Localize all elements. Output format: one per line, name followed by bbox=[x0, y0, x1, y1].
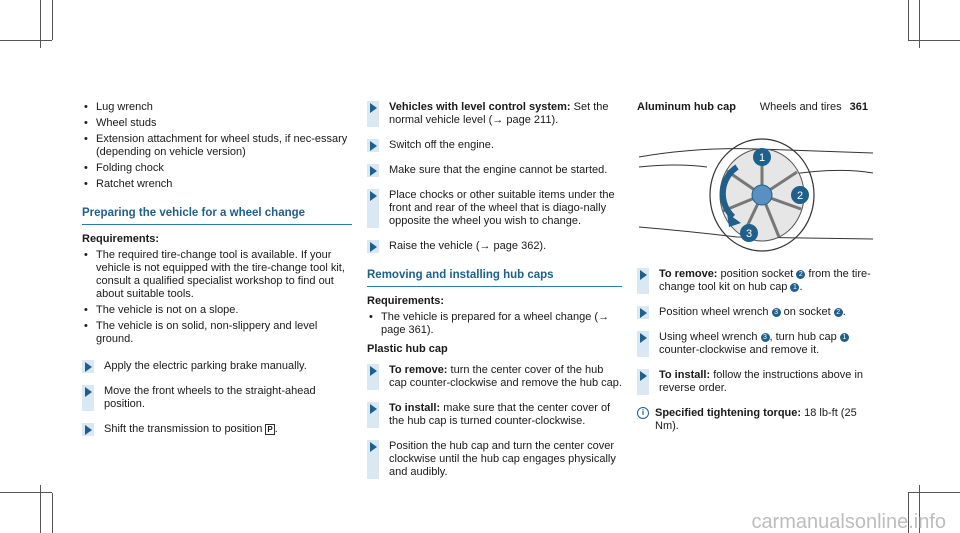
hub-cap-illustration bbox=[637, 127, 877, 257]
list-item: • The vehicle is on solid, non-slippery and level ground. bbox=[82, 320, 352, 346]
list-item: • Ratchet wrench bbox=[82, 178, 352, 191]
step: To remove: position socket 2 from the tire-change tool kit on hub cap 1 . bbox=[637, 268, 877, 294]
page-reference[interactable]: → page 211). bbox=[492, 114, 559, 126]
callout-2: 2 bbox=[796, 190, 804, 202]
section-heading: Removing and installing hub caps bbox=[367, 269, 622, 287]
step-arrow-icon bbox=[82, 385, 94, 411]
step-text: Set the normal vehicle level ( bbox=[389, 101, 609, 126]
step: To install: follow the instructions above in reverse order. bbox=[637, 369, 877, 395]
step-arrow-icon bbox=[637, 306, 649, 319]
crop-mark bbox=[0, 492, 52, 493]
info-icon: i bbox=[637, 407, 649, 419]
note: i Specified tightening torque: 18 lb-ft (25 Nm). bbox=[637, 407, 877, 433]
step-arrow-icon bbox=[82, 423, 94, 436]
crop-mark bbox=[908, 40, 960, 41]
step bbox=[367, 364, 622, 390]
callout-1: 1 bbox=[840, 333, 849, 342]
crop-mark bbox=[52, 493, 53, 533]
step-text: Switch off the engine. bbox=[389, 139, 494, 151]
step bbox=[82, 360, 352, 373]
list-item: • Extension attachment for wheel studs, if nec-essary (depending on vehicle version) bbox=[82, 133, 352, 159]
callout-3: 3 bbox=[761, 333, 770, 342]
step-text: Make sure that the engine cannot be started. bbox=[389, 164, 608, 176]
step-text: Move the front wheels to the straight-ahead position. bbox=[104, 385, 316, 410]
step bbox=[367, 139, 622, 152]
park-position-symbol: P bbox=[267, 425, 273, 434]
step-text: Place chocks or other suitable items under the front and rear of the wheel that is diago-nally opposite the wheel you wish to change. bbox=[389, 189, 615, 227]
step-lead: To remove: bbox=[389, 364, 448, 376]
step bbox=[367, 440, 622, 479]
step-arrow-icon bbox=[367, 402, 379, 428]
step-lead: Vehicles with level control system: bbox=[389, 101, 571, 113]
page-number: 361 bbox=[849, 101, 868, 113]
step: Shift the transmission to position P . bbox=[82, 423, 352, 436]
step bbox=[367, 101, 622, 127]
crop-mark bbox=[908, 492, 960, 493]
step-text: turn the center cover of the hub cap counter-clockwise and remove the hub cap. bbox=[389, 364, 622, 389]
step-arrow-icon bbox=[367, 101, 379, 127]
step-arrow-icon bbox=[367, 364, 379, 390]
column-right bbox=[637, 101, 877, 117]
list-item: • Wheel studs bbox=[82, 117, 352, 130]
step-arrow-icon bbox=[367, 164, 379, 177]
crop-mark bbox=[0, 40, 52, 41]
step bbox=[82, 385, 352, 411]
list-item: • The vehicle is not on a slope. bbox=[82, 304, 352, 317]
step-text: Shift the transmission to position bbox=[104, 423, 263, 435]
step: Using wheel wrench 3 , turn hub cap 1 counter-clockwise and remove it. bbox=[637, 331, 877, 357]
step bbox=[367, 402, 622, 428]
step-arrow-icon bbox=[367, 189, 379, 228]
crop-mark bbox=[908, 0, 909, 40]
callout-2: 2 bbox=[834, 308, 843, 317]
callout-2: 2 bbox=[796, 270, 805, 279]
subsection-heading: Aluminum hub cap bbox=[637, 101, 736, 113]
step-text: make sure that the center cover of the hub cap is turned counter-clockwise. bbox=[389, 402, 611, 427]
step-arrow-icon bbox=[367, 240, 379, 253]
list-item: • The vehicle is prepared for a wheel change (→ page 361). bbox=[367, 311, 622, 337]
step-text: Apply the electric parking brake manually. bbox=[104, 360, 307, 372]
step-arrow-icon bbox=[637, 268, 649, 294]
page-reference[interactable]: → page 362). bbox=[479, 240, 547, 252]
step-arrow-icon bbox=[82, 360, 94, 373]
column-right-steps bbox=[637, 268, 877, 433]
callout-1: 1 bbox=[758, 152, 766, 164]
step-lead: To remove: bbox=[659, 268, 718, 280]
subsection-heading: Plastic hub cap bbox=[367, 343, 448, 355]
section-heading: Preparing the vehicle for a wheel change bbox=[82, 207, 352, 225]
step-lead: To install: bbox=[389, 402, 441, 414]
step-arrow-icon bbox=[637, 369, 649, 395]
list-item: • The required tire-change tool is available. If your vehicle is not equipped with the tire-change tool kit, consult a qualified specialist workshop to find out about suitable tools. bbox=[82, 249, 352, 301]
list-item: • Lug wrench bbox=[82, 101, 352, 114]
crop-mark bbox=[52, 0, 53, 40]
requirements-label: Requirements: bbox=[367, 295, 445, 307]
step-lead: To install: bbox=[659, 369, 711, 381]
step bbox=[367, 189, 622, 228]
note-lead: Specified tightening torque: bbox=[655, 407, 802, 419]
step bbox=[367, 164, 622, 177]
header-title: Wheels and tires bbox=[759, 101, 842, 113]
callout-3: 3 bbox=[772, 308, 781, 317]
step-arrow-icon bbox=[367, 440, 379, 479]
list-item: • Folding chock bbox=[82, 162, 352, 175]
callout-3: 3 bbox=[745, 228, 753, 240]
callout-1: 1 bbox=[790, 283, 799, 292]
column-middle bbox=[367, 101, 622, 491]
step-text: Raise the vehicle ( bbox=[389, 240, 480, 252]
page-reference[interactable]: → page 361). bbox=[381, 311, 610, 336]
step bbox=[367, 240, 622, 253]
step-text: Position the hub cap and turn the center cover clockwise until the hub cap engages physically and audibly. bbox=[389, 440, 616, 478]
column-left bbox=[82, 101, 352, 448]
requirements-label: Requirements: bbox=[82, 233, 160, 245]
watermark: carmanualsonline.info bbox=[751, 511, 946, 533]
step-arrow-icon bbox=[637, 331, 649, 357]
step-arrow-icon bbox=[367, 139, 379, 152]
step: Position wheel wrench 3 on socket 2 . bbox=[637, 306, 877, 319]
